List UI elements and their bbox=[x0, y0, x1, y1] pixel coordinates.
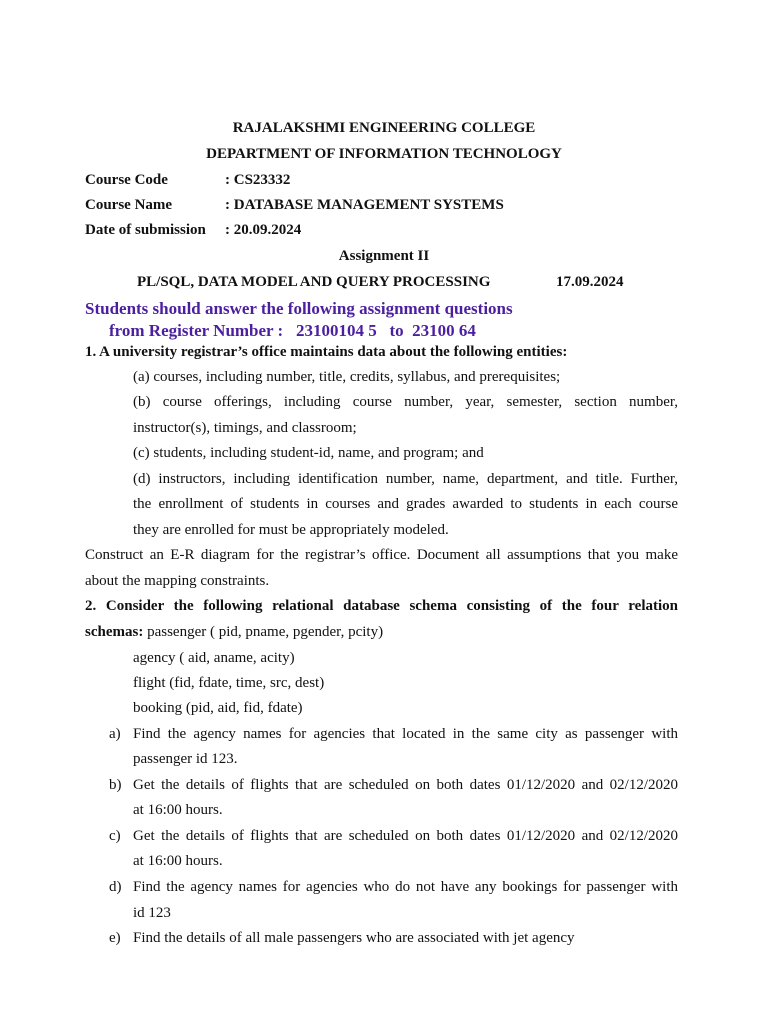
topic-title: PL/SQL, DATA MODEL AND QUERY PROCESSING bbox=[137, 274, 491, 290]
schema-passenger: passenger ( pid, pname, pgender, pcity) bbox=[147, 624, 384, 640]
q2-item-d-line1: Find the agency names for agencies who do not have any bookings for passenger with bbox=[133, 879, 678, 895]
submission-row bbox=[85, 222, 301, 239]
q2-title-line2 bbox=[85, 624, 383, 641]
q1-item-d-line2: the enrollment of students in courses and grades awarded to students in each course bbox=[133, 496, 678, 512]
q2-item-c-mark: c) bbox=[109, 828, 121, 844]
schema-flight: flight (fid, fdate, time, src, dest) bbox=[133, 675, 325, 691]
register-end: 23100 64 bbox=[412, 321, 476, 340]
q2-title-line1: 2. Consider the following relational database schema consisting of the four relation bbox=[85, 598, 678, 614]
q2-item-a-mark: a) bbox=[109, 726, 121, 742]
q1-item-c: (c) students, including student-id, name, and program; and bbox=[133, 445, 484, 461]
course-name-label: Course Name bbox=[85, 197, 173, 213]
q1-item-d-line1: (d) instructors, including identification number, name, department, and title. Further, bbox=[133, 471, 678, 487]
register-to: to bbox=[389, 321, 404, 340]
q2-item-c-line1: Get the details of flights that are scheduled on both dates 01/12/2020 and 02/12/2020 bbox=[133, 828, 678, 844]
course-name-value: : DATABASE MANAGEMENT SYSTEMS bbox=[225, 197, 504, 213]
q2-item-a-line2: passenger id 123. bbox=[133, 751, 238, 767]
q2-item-d-mark: d) bbox=[109, 879, 122, 895]
q2-schemas-label: schemas: bbox=[85, 624, 144, 640]
register-prefix: from Register Number : bbox=[109, 321, 284, 340]
q1-item-a: (a) courses, including number, title, credits, syllabus, and prerequisites; bbox=[133, 369, 561, 385]
q1-title: 1. A university registrar’s office maintains data about the following entities: bbox=[85, 344, 568, 360]
course-code-value: : CS23332 bbox=[225, 172, 291, 188]
q2-item-b-line1: Get the details of flights that are scheduled on both dates 01/12/2020 and 02/12/2020 bbox=[133, 777, 678, 793]
course-name-row bbox=[85, 197, 504, 214]
course-code-label: Course Code bbox=[85, 172, 168, 188]
q1-task-line2: about the mapping constraints. bbox=[85, 573, 270, 589]
schema-agency: agency ( aid, aname, acity) bbox=[133, 650, 295, 666]
q2-item-a-line1: Find the agency names for agencies that located in the same city as passenger with bbox=[133, 726, 678, 742]
notice-line-1: Students should answer the following assignment questions bbox=[85, 299, 513, 318]
department-name: DEPARTMENT OF INFORMATION TECHNOLOGY bbox=[206, 146, 562, 162]
submission-label: Date of submission bbox=[85, 222, 206, 238]
q2-item-b-line2: at 16:00 hours. bbox=[133, 802, 223, 818]
course-code-row bbox=[85, 172, 290, 189]
q2-item-e-mark: e) bbox=[109, 930, 121, 946]
college-name: RAJALAKSHMI ENGINEERING COLLEGE bbox=[232, 120, 536, 136]
register-start: 23100104 5 bbox=[295, 321, 377, 340]
q1-item-b-line1: (b) course offerings, including course number, year, semester, section number, bbox=[133, 394, 678, 410]
notice-line-2 bbox=[109, 321, 476, 341]
schema-booking: booking (pid, aid, fid, fdate) bbox=[133, 700, 303, 716]
q2-item-c-line2: at 16:00 hours. bbox=[133, 853, 223, 869]
q1-task-line1: Construct an E-R diagram for the registrar’s office. Document all assumptions that you make bbox=[85, 547, 678, 563]
q2-item-e-line1: Find the details of all male passengers who are associated with jet agency bbox=[133, 930, 575, 946]
submission-value: : 20.09.2024 bbox=[225, 222, 302, 238]
q2-item-b-mark: b) bbox=[109, 777, 122, 793]
assignment-title: Assignment II bbox=[338, 248, 430, 264]
topic-date: 17.09.2024 bbox=[556, 274, 624, 290]
q2-item-d-line2: id 123 bbox=[133, 905, 171, 921]
q1-item-b-line2: instructor(s), timings, and classroom; bbox=[133, 420, 357, 436]
q1-item-d-line3: they are enrolled for must be appropriately modeled. bbox=[133, 522, 449, 538]
